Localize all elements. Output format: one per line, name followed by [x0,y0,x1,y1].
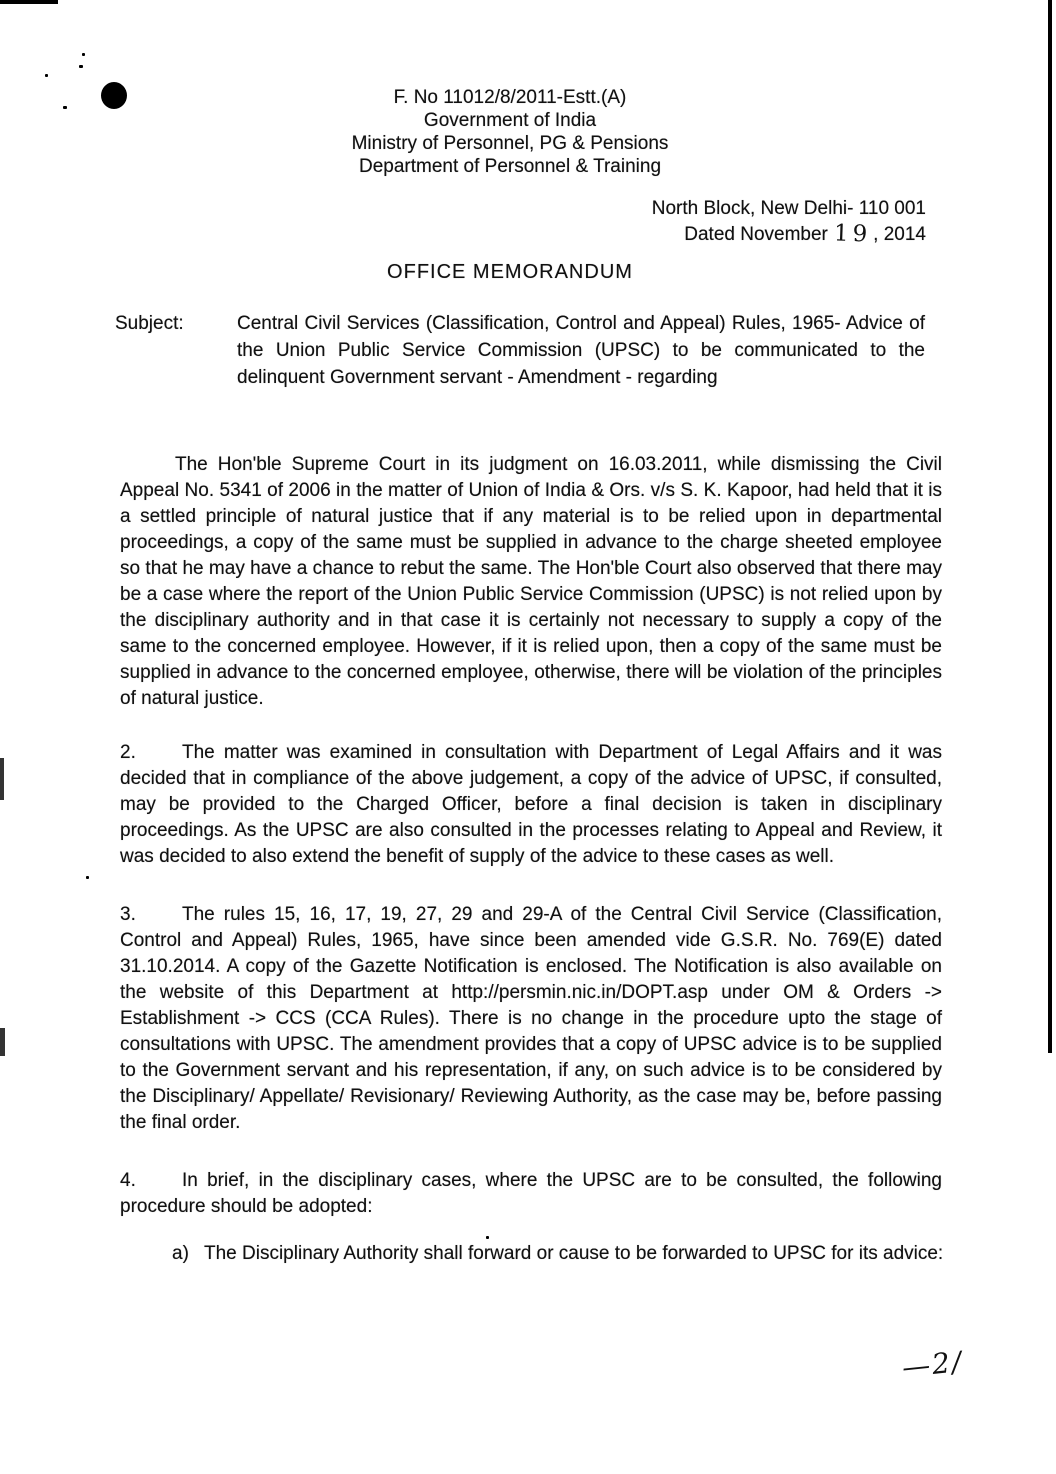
handwritten-page-marker: —2/ [900,1344,965,1385]
scan-speck [86,876,89,879]
org-line-department: Department of Personnel & Training [358,156,662,177]
subject-text: Central Civil Services (Classification, Control and Appeal) Rules, 1965- Advice of the Union Public Service Commission (UPSC) to be communicated to the delinquent Government servant - Amendment - regarding [237,313,925,388]
list-item-a-text: The Disciplinary Authority shall forward or cause to be forwarded to UPSC for its advice: [204,1243,944,1264]
paragraph-4-number: 4. [120,1170,136,1191]
scan-artifact-top-edge [0,0,58,4]
paragraph-2-text: The matter was examined in consultation with Department of Legal Affairs and it was decided that in compliance of the above judgement, a copy of the advice of UPSC, if consulted, may be provided to the Charged Officer, before a final decision is taken in disciplinary proceedings. As the UPSC are also consulted in the processes relating to Appeal and Review, it was decided to also extend the benefit of supply of the advice to these cases as well. [120,742,942,867]
scan-speck [486,1236,489,1239]
subject-row [115,310,925,391]
org-line-government: Government of India [423,110,597,131]
paragraph-4-text: In brief, in the disciplinary cases, where the UPSC are to be consulted, the following procedure should be adopted: [120,1170,942,1217]
paragraph-1-text: The Hon'ble Supreme Court in its judgment on 16.03.2011, while dismissing the Civil Appeal No. 5341 of 2006 in the matter of Union of India & Ors. v/s S. K. Kapoor, had held that it is a settled principle of natural justice that if any material is to be relied upon in departmental proceedings, a copy of the same must be supplied in advance to the charge sheeted employee so that he may have a chance to rebut the same. The Hon'ble Court also observed that there may be a case where the report of the Union Public Service Commission (UPSC) is not relied upon by the disciplinary authority and in that case it is certainly not necessary to supply a copy of the same to the concerned employee. However, if it is relied upon, then a copy of the same must be supplied in advance to the concerned employee, otherwise, there will be violation of the principles of natural justice. [120,454,942,709]
list-item-a [172,1240,976,1267]
scan-speck [45,74,48,77]
scan-artifact-right-edge [1048,0,1052,1053]
paragraph-3 [120,902,942,1136]
place-date-block [652,197,926,247]
handwritten-date-day: 19 [833,220,872,248]
scan-artifact-left-smudge [0,1028,5,1056]
date-prefix: Dated November [684,224,828,245]
paragraph-2 [120,740,942,870]
date-line [652,221,926,247]
scan-speck [82,53,85,56]
org-line-ministry: Ministry of Personnel, PG & Pensions [351,133,669,154]
document-title: OFFICE MEMORANDUM [387,261,633,283]
letterhead [0,86,1038,178]
scan-artifact-left-smudge [0,758,4,800]
paragraph-4 [120,1168,942,1220]
date-suffix: , 2014 [873,224,926,245]
paragraph-3-number: 3. [120,904,136,925]
paragraph-1 [120,452,942,712]
scan-speck [79,65,83,68]
subject-label: Subject: [115,313,184,334]
file-number: F. No 11012/8/2011-Estt.(A) [393,87,627,108]
paragraph-3-text: The rules 15, 16, 17, 19, 27, 29 and 29-A of the Central Civil Service (Classification, Control and Appeal) Rules, 1965, have since been amended vide G.S.R. No. 769(E) dated 31.10.2014. A copy of the Gazette Notification is enclosed. The Notification is also available on the website of this Department at http://persmin.nic.in/DOPT.asp under OM & Orders -> Establishment -> CCS (CCA Rules). There is no change in the procedure upto the stage of consultations with UPSC. The amendment provides that a copy of UPSC advice is to be supplied to the Government servant and his representation, if any, on such advice is to be considered by the Disciplinary/ Appellate/ Revisionary/ Reviewing Authority, as the case may be, before passing the final order. [120,904,942,1133]
paragraph-2-number: 2. [120,742,136,763]
list-item-a-marker: a) [172,1243,189,1264]
place-line: North Block, New Delhi- 110 001 [651,198,926,219]
